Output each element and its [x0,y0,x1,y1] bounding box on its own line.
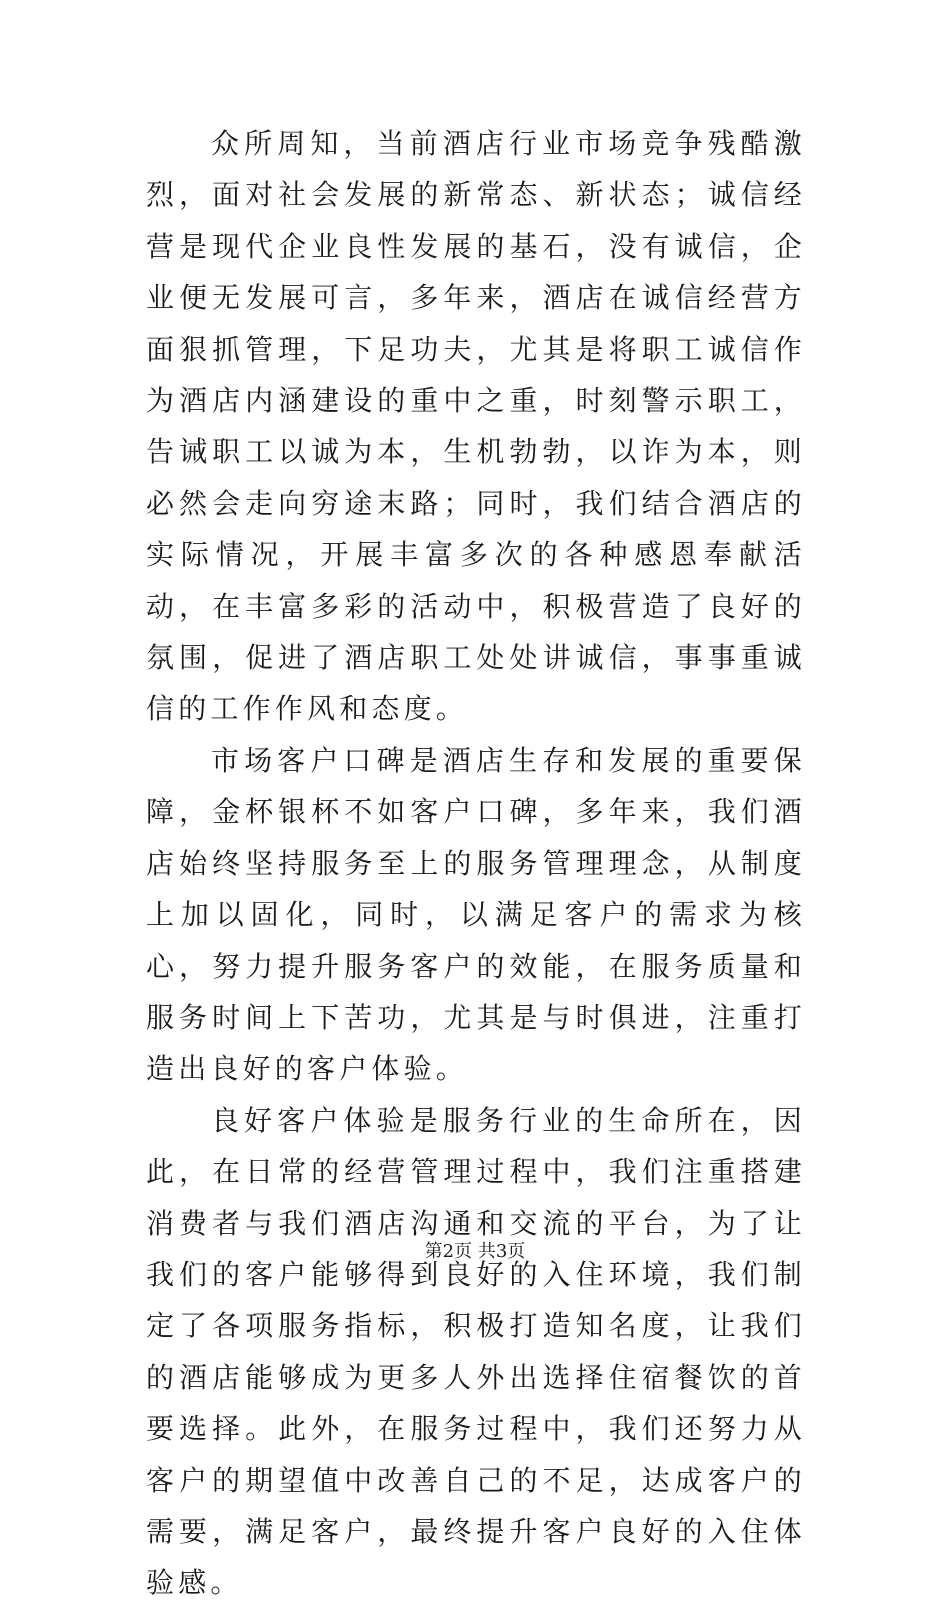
document-body [146,118,806,1609]
page-number-footer: 第2页 共3页 [424,1241,526,1262]
paragraph-integrity: 众所周知，当前酒店行业市场竞争残酷激烈，面对社会发展的新常态、新状态；诚信经营是现代企业良性发展的基石，没有诚信，企业便无发展可言，多年来，酒店在诚信经营方面狠抓管理，下足功夫，尤其是将职工诚信作为酒店内涵建设的重中之重，时刻警示职工，告诫职工以诚为本，生机勃勃，以诈为本，则必然会走向穷途末路；同时，我们结合酒店的实际情况，开展丰富多次的各种感恩奉献活动，在丰富多彩的活动中，积极营造了良好的氛围，促进了酒店职工处处讲诚信，事事重诚信的工作作风和态度。 [146,127,806,726]
paragraph-experience: 良好客户体验是服务行业的生命所在，因此，在日常的经营管理过程中，我们注重搭建消费者与我们酒店沟通和交流的平台，为了让我们的客户能够得到良好的入住环境，我们制定了各项服务指标，积极打造知名度，让我们的酒店能够成为更多人外出选择住宿餐饮的首要选择。此外，在服务过程中，我们还努力从客户的期望值中改善自己的不足，达成客户的需要，满足客户，最终提升客户良好的入住体验感。 [146,1103,806,1600]
paragraph-reputation: 市场客户口碑是酒店生存和发展的重要保障，金杯银杯不如客户口碑，多年来，我们酒店始终坚持服务至上的服务管理理念，从制度上加以固化，同时，以满足客户的需求为核心，努力提升服务客户的效能，在服务质量和服务时间上下苦功，尤其是与时俱进，注重打造出良好的客户体验。 [146,743,806,1086]
